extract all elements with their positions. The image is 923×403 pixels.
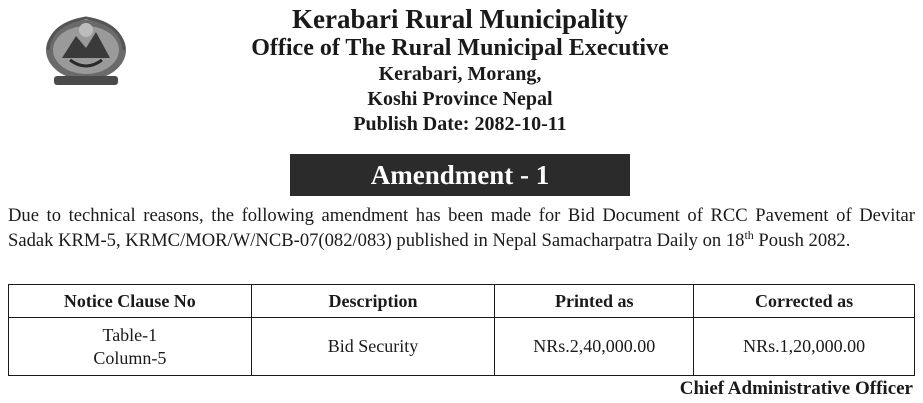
column-header: Description [251, 285, 495, 318]
clause-line-2: Column-5 [93, 347, 167, 368]
amendment-body-text [8, 203, 915, 253]
nepal-government-emblem-icon [40, 10, 132, 94]
address-line-1: Kerabari, Morang, [378, 63, 542, 85]
column-header: Printed as [495, 285, 694, 318]
table-header-row [9, 285, 915, 318]
printed-as-cell: NRs.2,40,000.00 [495, 318, 694, 376]
body-main-text: Due to technical reasons, the following amendment has been made for Bid Document of RCC Pavement of Devitar Sadak KRM-5, KRMC/MOR/W/NCB-07(082/083) published in Nepal Samacharpatra Daily on 18 [8, 205, 915, 251]
office-name: Office of The Rural Municipal Executive [251, 35, 669, 61]
corrected-as-cell: NRs.1,20,000.00 [694, 318, 915, 376]
description-cell: Bid Security [251, 318, 495, 376]
letterhead [150, 4, 770, 137]
signatory-title: Chief Administrative Officer [679, 378, 913, 399]
address-line-2: Koshi Province Nepal [367, 88, 553, 110]
ordinal-suffix: th [744, 227, 754, 242]
body-end-text: Poush 2082. [753, 230, 851, 251]
column-header: Corrected as [694, 285, 915, 318]
clause-cell [9, 318, 252, 376]
amendment-banner: Amendment - 1 [290, 154, 630, 196]
column-header: Notice Clause No [9, 285, 252, 318]
municipality-title: Kerabari Rural Municipality [292, 4, 628, 34]
table-row [9, 318, 915, 376]
amendment-table [8, 284, 915, 376]
publish-date: Publish Date: 2082-10-11 [353, 113, 567, 135]
clause-line-1: Table-1 [102, 324, 158, 345]
